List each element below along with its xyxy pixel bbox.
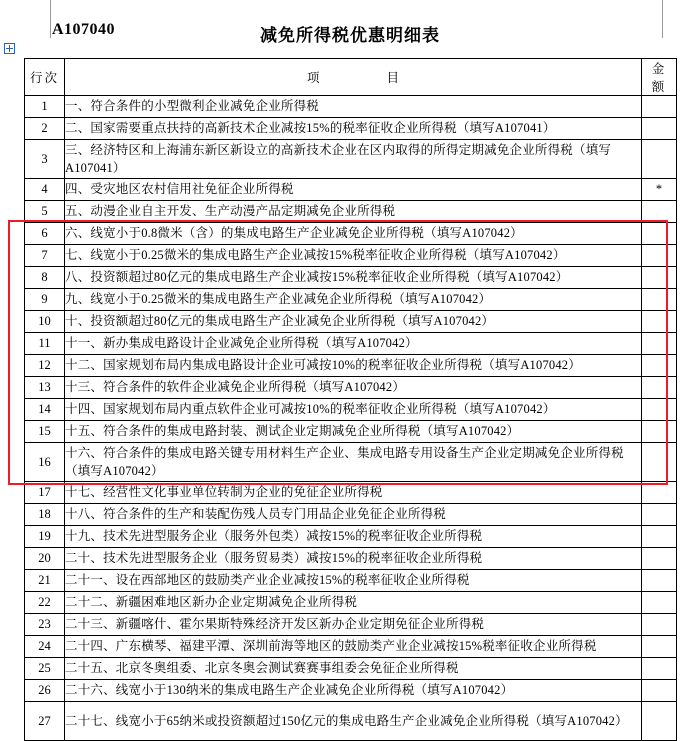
table-row <box>25 548 677 570</box>
table-row <box>25 179 677 201</box>
cell-row-no: 7 <box>25 245 65 267</box>
column-header-row-no: 行次 <box>25 59 65 96</box>
cell-amount[interactable] <box>642 504 677 526</box>
table-row <box>25 118 677 140</box>
cell-row-no: 19 <box>25 526 65 548</box>
table-row <box>25 377 677 399</box>
cell-row-no: 8 <box>25 267 65 289</box>
cell-item: 六、线宽小于0.8微米（含）的集成电路生产企业减免企业所得税（填写A107042） <box>65 223 642 245</box>
cell-row-no: 3 <box>25 140 65 179</box>
cell-row-no: 22 <box>25 592 65 614</box>
table-row <box>25 680 677 702</box>
cell-amount[interactable] <box>642 482 677 504</box>
table-row <box>25 399 677 421</box>
cell-amount[interactable] <box>642 421 677 443</box>
table-row <box>25 592 677 614</box>
table-row <box>25 267 677 289</box>
cell-amount[interactable] <box>642 614 677 636</box>
table-row <box>25 482 677 504</box>
table-row <box>25 636 677 658</box>
cell-item: 二十三、新疆喀什、霍尔果斯特殊经济开发区新办企业定期免征企业所得税 <box>65 614 642 636</box>
cell-item: 八、投资额超过80亿元的集成电路生产企业减按15%税率征收企业所得税（填写A107042） <box>65 267 642 289</box>
cell-row-no: 25 <box>25 658 65 680</box>
cell-item: 十九、技术先进型服务企业（服务外包类）减按15%的税率征收企业所得税 <box>65 526 642 548</box>
cell-item: 七、线宽小于0.25微米的集成电路生产企业减按15%税率征收企业所得税（填写A107042） <box>65 245 642 267</box>
cell-item: 二十七、线宽小于65纳米或投资额超过150亿元的集成电路生产企业减免企业所得税（填写A107042） <box>65 702 642 741</box>
table-row <box>25 355 677 377</box>
cell-amount[interactable] <box>642 680 677 702</box>
cell-item: 十四、国家规划布局内重点软件企业可减按10%的税率征收企业所得税（填写A107042） <box>65 399 642 421</box>
cell-amount[interactable] <box>642 570 677 592</box>
table-row <box>25 140 677 179</box>
cell-row-no: 10 <box>25 311 65 333</box>
cell-row-no: 17 <box>25 482 65 504</box>
cell-amount[interactable] <box>642 443 677 482</box>
table-row <box>25 421 677 443</box>
cell-amount[interactable] <box>642 96 677 118</box>
cell-amount[interactable] <box>642 267 677 289</box>
cell-row-no: 15 <box>25 421 65 443</box>
cell-amount[interactable] <box>642 140 677 179</box>
cell-amount[interactable] <box>642 289 677 311</box>
cell-row-no: 24 <box>25 636 65 658</box>
cell-amount[interactable] <box>642 636 677 658</box>
cell-amount[interactable] <box>642 399 677 421</box>
table-header-row <box>25 59 677 96</box>
cell-amount[interactable] <box>642 377 677 399</box>
cell-row-no: 13 <box>25 377 65 399</box>
table-body <box>25 96 677 741</box>
cell-amount[interactable] <box>642 592 677 614</box>
cell-amount[interactable] <box>642 526 677 548</box>
table-row <box>25 570 677 592</box>
cell-item: 二十四、广东横琴、福建平潭、深圳前海等地区的鼓励类产业企业减按15%税率征收企业所得税 <box>65 636 642 658</box>
cell-amount[interactable] <box>642 333 677 355</box>
cell-item: 十五、符合条件的集成电路封装、测试企业定期减免企业所得税（填写A107042） <box>65 421 642 443</box>
document-header <box>0 21 700 47</box>
column-header-item: 项 目 <box>65 59 642 96</box>
cell-amount[interactable]: * <box>642 179 677 201</box>
cell-item: 二十一、设在西部地区的鼓励类产业企业减按15%的税率征收企业所得税 <box>65 570 642 592</box>
cell-row-no: 4 <box>25 179 65 201</box>
cell-amount[interactable] <box>642 658 677 680</box>
cell-amount[interactable] <box>642 355 677 377</box>
table-row <box>25 311 677 333</box>
cell-amount[interactable] <box>642 118 677 140</box>
cell-item: 二十、技术先进型服务企业（服务贸易类）减按15%的税率征收企业所得税 <box>65 548 642 570</box>
table-row <box>25 658 677 680</box>
cell-amount[interactable] <box>642 245 677 267</box>
cell-row-no: 9 <box>25 289 65 311</box>
cell-item: 一、符合条件的小型微利企业减免企业所得税 <box>65 96 642 118</box>
document-code: A107040 <box>52 21 116 38</box>
table-row <box>25 289 677 311</box>
cell-item: 三、经济特区和上海浦东新区新设立的高新技术企业在区内取得的所得定期减免企业所得税（填写A107041） <box>65 140 642 179</box>
cell-item: 十三、符合条件的软件企业减免企业所得税（填写A107042） <box>65 377 642 399</box>
table-row <box>25 333 677 355</box>
cell-row-no: 26 <box>25 680 65 702</box>
cell-item: 十六、符合条件的集成电路关键专用材料生产企业、集成电路专用设备生产企业定期减免企业所得税（填写A107042） <box>65 443 642 482</box>
column-header-amount: 金 额 <box>642 59 677 96</box>
table-row <box>25 443 677 482</box>
cell-item: 十、投资额超过80亿元的集成电路生产企业减免企业所得税（填写A107042） <box>65 311 642 333</box>
table-row <box>25 526 677 548</box>
cell-item: 二、国家需要重点扶持的高新技术企业减按15%的税率征收企业所得税（填写A107041） <box>65 118 642 140</box>
cell-item: 十七、经营性文化事业单位转制为企业的免征企业所得税 <box>65 482 642 504</box>
cell-row-no: 23 <box>25 614 65 636</box>
cell-item: 二十六、线宽小于130纳米的集成电路生产企业减免企业所得税（填写A107042） <box>65 680 642 702</box>
cell-row-no: 2 <box>25 118 65 140</box>
table-row <box>25 245 677 267</box>
cell-row-no: 6 <box>25 223 65 245</box>
cell-row-no: 14 <box>25 399 65 421</box>
cell-item: 十八、符合条件的生产和装配伤残人员专门用品企业免征企业所得税 <box>65 504 642 526</box>
cell-row-no: 16 <box>25 443 65 482</box>
cell-row-no: 1 <box>25 96 65 118</box>
cell-item: 二十五、北京冬奥组委、北京冬奥会测试赛赛事组委会免征企业所得税 <box>65 658 642 680</box>
cell-amount[interactable] <box>642 223 677 245</box>
cell-amount[interactable] <box>642 311 677 333</box>
table-row <box>25 614 677 636</box>
document-title: 减免所得税优惠明细表 <box>260 26 440 45</box>
cell-row-no: 21 <box>25 570 65 592</box>
table-row <box>25 504 677 526</box>
cell-item: 十一、新办集成电路设计企业减免企业所得税（填写A107042） <box>65 333 642 355</box>
cell-row-no: 20 <box>25 548 65 570</box>
cell-row-no: 27 <box>25 702 65 741</box>
cell-row-no: 12 <box>25 355 65 377</box>
cell-amount[interactable] <box>642 702 677 741</box>
cell-row-no: 11 <box>25 333 65 355</box>
cell-item: 四、受灾地区农村信用社免征企业所得税 <box>65 179 642 201</box>
cell-item: 二十二、新疆困难地区新办企业定期减免企业所得税 <box>65 592 642 614</box>
table-row <box>25 702 677 741</box>
table-row <box>25 96 677 118</box>
table-row <box>25 223 677 245</box>
cell-row-no: 18 <box>25 504 65 526</box>
cell-item: 五、动漫企业自主开发、生产动漫产品定期减免企业所得税 <box>65 201 642 223</box>
tax-relief-table <box>24 58 677 741</box>
cell-row-no: 5 <box>25 201 65 223</box>
cell-amount[interactable] <box>642 548 677 570</box>
cell-item: 十二、国家规划布局内集成电路设计企业可减按10%的税率征收企业所得税（填写A107042） <box>65 355 642 377</box>
table-row <box>25 201 677 223</box>
cell-item: 九、线宽小于0.25微米的集成电路生产企业减免企业所得税（填写A107042） <box>65 289 642 311</box>
cell-amount[interactable] <box>642 201 677 223</box>
